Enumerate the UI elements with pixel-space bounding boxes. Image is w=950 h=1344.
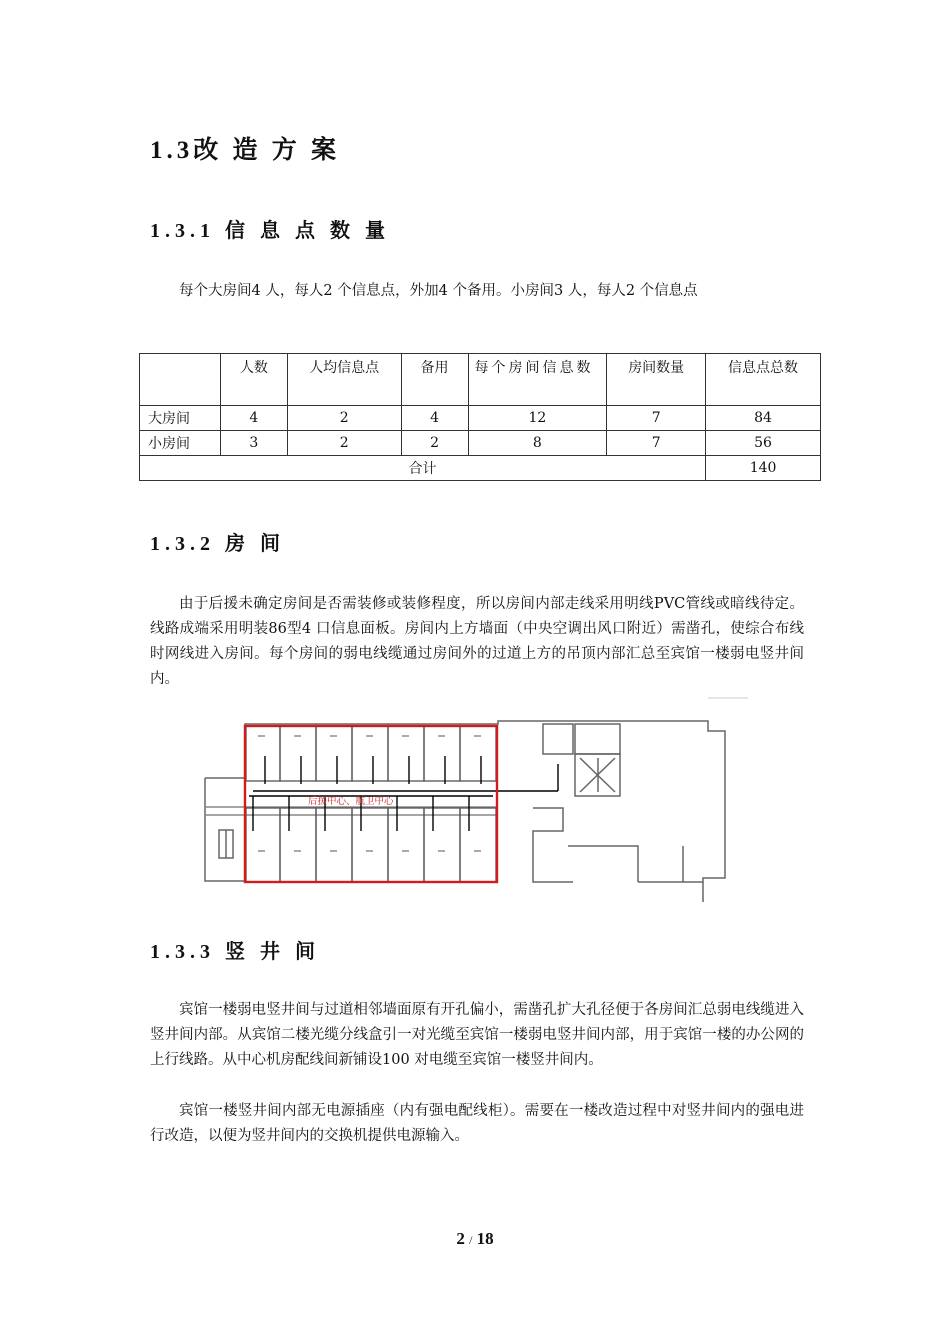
info-points-heading: 1.3.1 信 息 点 数 量	[150, 220, 390, 242]
info-points-intro: 每个大房间4 人，每人2 个信息点，外加4 个备用。小房间3 人，每人2 个信息点	[179, 283, 698, 299]
page-separator: /	[469, 1233, 473, 1247]
table-total-label: 合计	[140, 456, 706, 481]
info-points-table	[139, 353, 821, 481]
table-header-cell: 人均信息点	[287, 354, 401, 406]
page-number	[0, 1229, 950, 1249]
table-total-row	[140, 456, 821, 481]
table-header-cell: 每个房间信息数	[468, 354, 607, 406]
table-cell: 56	[706, 431, 821, 456]
shaft-paragraph-2: 宾馆一楼竖井间内部无电源插座（内有强电配线柜）。需要在一楼改造过程中对竖井间内的强电进行改造，以便为竖井间内的交换机提供电源输入。	[150, 1103, 804, 1144]
table-header-cell: 人数	[220, 354, 287, 406]
table-cell: 4	[401, 406, 468, 431]
page-total: 18	[476, 1229, 494, 1248]
table-cell: 12	[468, 406, 607, 431]
table-cell: 7	[607, 431, 706, 456]
table-cell: 小房间	[140, 431, 221, 456]
table-header-cell: 备用	[401, 354, 468, 406]
table-cell: 2	[287, 406, 401, 431]
table-cell: 2	[401, 431, 468, 456]
table-cell: 7	[607, 406, 706, 431]
table-total-value: 140	[706, 456, 821, 481]
table-cell: 84	[706, 406, 821, 431]
table-cell: 8	[468, 431, 607, 456]
table-cell: 3	[220, 431, 287, 456]
section-heading: 1.3改 造 方 案	[150, 137, 341, 164]
rooms-heading: 1.3.2 房 间	[150, 533, 285, 555]
table-cell: 大房间	[140, 406, 221, 431]
page-current: 2	[456, 1229, 465, 1248]
plan-label: 后援中心、航卫中心	[308, 796, 394, 807]
shaft-heading: 1.3.3 竖 井 间	[150, 941, 320, 963]
table-header-cell	[140, 354, 221, 406]
table-header-row	[140, 354, 821, 406]
shaft-paragraph-1: 宾馆一楼弱电竖井间与过道相邻墙面原有开孔偏小，需凿孔扩大孔径便于各房间汇总弱电线缆进入竖井间内部。从宾馆二楼光缆分线盒引一对光缆至宾馆一楼弱电竖井间内部，用于宾馆一楼的办公网的上行线路。从中心机房配线间新铺设100 对电缆至宾馆一楼竖井间内。	[150, 1002, 804, 1068]
table-header-cell: 信息点总数	[706, 354, 821, 406]
table-row	[140, 431, 821, 456]
rooms-paragraph: 由于后援未确定房间是否需装修或装修程度，所以房间内部走线采用明线PVC管线或暗线待定。线路成端采用明装86型4 口信息面板。房间内上方墙面（中央空调出风口附近）需凿孔，使综合布线时网线进入房间。每个房间的弱电线缆通过房间外的过道上方的吊顶内部汇总至宾馆一楼弱电竖井间内。	[150, 596, 804, 687]
table-cell: 2	[287, 431, 401, 456]
floor-plan-figure	[203, 696, 750, 906]
table-row	[140, 406, 821, 431]
table-cell: 4	[220, 406, 287, 431]
table-header-cell: 房间数量	[607, 354, 706, 406]
